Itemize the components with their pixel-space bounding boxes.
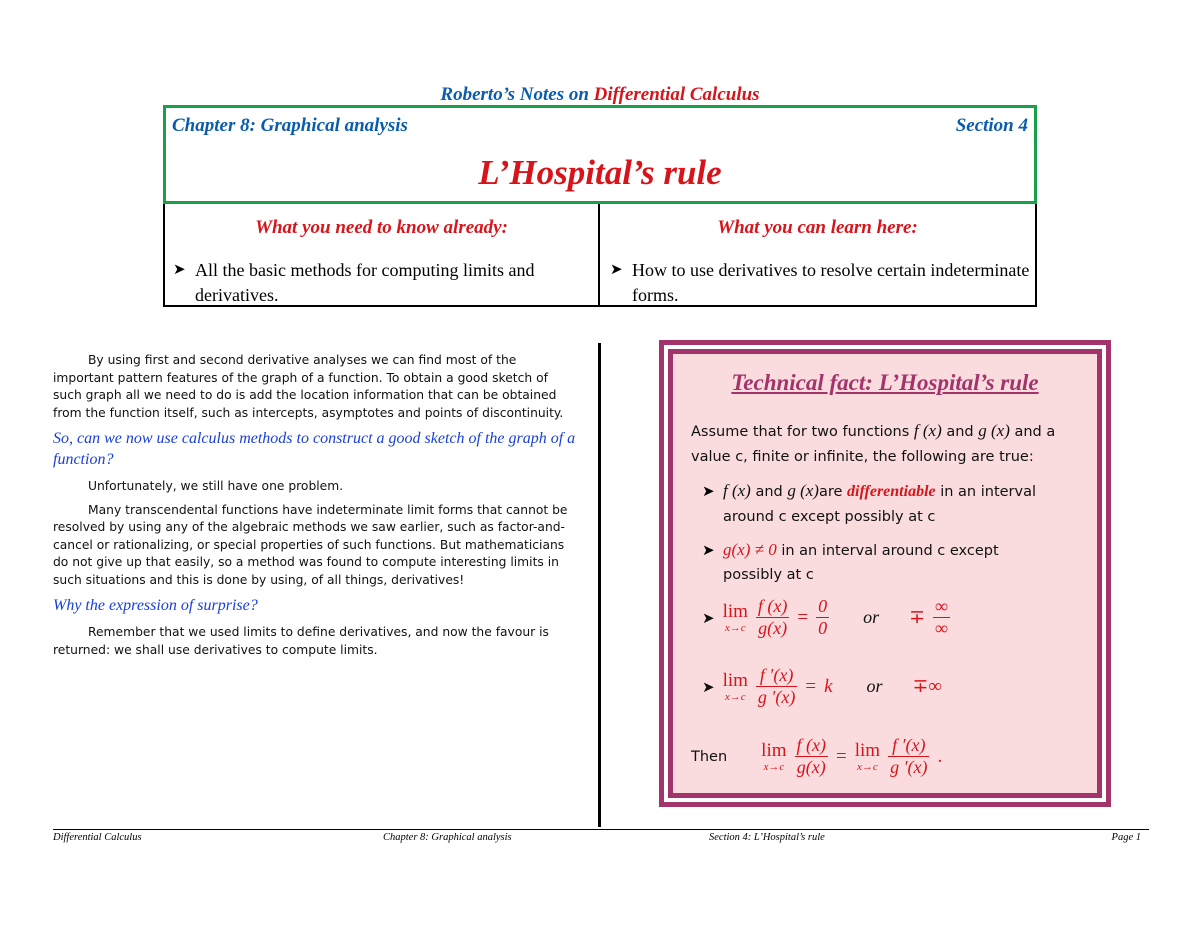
minus-plus-infinity: ∓∞ — [912, 676, 942, 697]
k-value: k — [824, 675, 833, 697]
notes-title-subject: Differential Calculus — [593, 84, 760, 105]
equals-sign: = — [805, 675, 817, 697]
page-title: L’Hospital’s rule — [478, 153, 722, 192]
learn-heading: What you can learn here: — [717, 217, 918, 238]
fact-condition-4 — [702, 665, 946, 708]
condition-1-rest: in an interval — [940, 484, 1037, 500]
fraction-fprime-over-gprime: $\frac{f '(x)}{g '(x)}$ — [890, 735, 928, 777]
arrow-bullet-icon: ➤ — [173, 262, 186, 278]
arrow-bullet-icon: ➤ — [702, 482, 715, 500]
fraction-f-over-g: $\frac{f (x)}{g(x)}$ — [796, 735, 826, 777]
or-word: or — [863, 607, 880, 627]
equals-sign: = — [797, 606, 809, 628]
equals-sign: = — [836, 745, 847, 767]
column-divider — [598, 343, 601, 827]
fact-assumption-line-1 — [691, 421, 1055, 441]
fact-condition-3 — [702, 596, 954, 639]
and-a-text: and a — [1014, 424, 1056, 440]
and-text: and — [946, 424, 974, 440]
assume-text: Assume that for two functions — [691, 424, 910, 440]
arrow-bullet-icon: ➤ — [702, 677, 715, 696]
body-text-column — [53, 352, 578, 665]
learn-list-item — [610, 258, 1030, 308]
math-fx: f (x) — [913, 421, 942, 440]
section-label: Section 4 — [955, 115, 1028, 136]
question-2: Why the expression of surprise? — [53, 597, 258, 614]
learn-item-text: How to use derivatives to resolve certain indeterminate forms. — [632, 260, 1030, 305]
paragraph-3: Many transcendental functions have indeterminate limit forms that cannot be resolved by using any of the algebraic methods we saw earlier, such as factor-and-cancel or rationalizing, or special properties of such functions. But mathematicians do not give up that easily, so a method was found to compute interesting limits in such situations and this is done by using, of all things, derivatives! — [53, 502, 568, 587]
footer-chapter: Chapter 8: Graphical analysis — [383, 832, 512, 843]
then-word: Then — [691, 748, 728, 765]
footer-rule — [53, 829, 1149, 830]
arrow-bullet-icon: ➤ — [702, 608, 715, 627]
chapter-label: Chapter 8: Graphical analysis — [172, 115, 408, 136]
know-item-text: All the basic methods for computing limits and derivatives. — [195, 260, 535, 305]
paragraph-4: Remember that we used limits to define derivatives, and now the favour is returned: we shall use derivatives to compute limits. — [53, 625, 549, 657]
limit-operator: lim x→c — [722, 669, 748, 703]
footer-course: Differential Calculus — [53, 832, 142, 843]
minus-plus-sign: ∓ — [909, 607, 926, 628]
fact-title: Technical fact: L’Hospital’s rule — [731, 370, 1039, 395]
notes-title — [0, 84, 1200, 106]
know-heading: What you need to know already: — [255, 217, 508, 238]
paragraph-1: By using first and second derivative analyses we can find most of the important pattern features of the graph of a function. To obtain a good sketch of such graph all we need to do is add the location information that can be obtained from the function itself, such as intercepts, asymptotes and points of discontinuity. — [53, 353, 564, 420]
math-gx: g (x) — [787, 481, 819, 500]
arrow-bullet-icon: ➤ — [610, 262, 623, 278]
math-fx: f (x) — [723, 481, 751, 500]
know-list-item — [173, 258, 583, 308]
question-1: So, can we now use calculus methods to construct a good sketch of the graph of a function? — [53, 430, 576, 468]
fact-conclusion — [691, 735, 946, 778]
fraction-inf-over-inf: $\frac{\infty}{\infty}$ — [935, 596, 948, 638]
footer-section: Section 4: L’Hospital’s rule — [709, 832, 825, 843]
math-gx: g (x) — [978, 421, 1010, 440]
fact-assumption-line-2: value c, finite or infinite, the following are true: — [691, 449, 1034, 465]
limit-operator: lim x→c — [722, 600, 748, 634]
limit-operator: lim x→c — [761, 739, 787, 773]
notes-title-prefix: Roberto’s Notes on — [440, 84, 594, 105]
and-text: and — [755, 484, 783, 500]
or-word: or — [866, 676, 883, 696]
are-text: are — [818, 484, 843, 500]
fraction-fprime-over-gprime: $\frac{f '(x)}{g '(x)}$ — [757, 665, 796, 707]
fraction-f-over-g: $\frac{f (x)}{g(x)}$ — [757, 596, 788, 638]
arrow-bullet-icon: ➤ — [702, 541, 715, 559]
condition-2-rest: in an interval around c except — [781, 543, 999, 559]
fact-condition-2-cont: possibly at c — [723, 567, 814, 583]
differentiable-emphasis: differentiable — [847, 483, 936, 500]
fraction-zero-over-zero: $\frac{0}{0}$ — [818, 596, 828, 638]
limit-operator: lim x→c — [854, 739, 881, 773]
paragraph-2: Unfortunately, we still have one problem. — [88, 479, 344, 493]
footer-page-number: Page 1 — [1111, 832, 1141, 843]
math-gx-nonzero: g(x) ≠ 0 — [723, 540, 777, 559]
fact-condition-1-cont: around c except possibly at c — [723, 509, 936, 525]
period: . — [937, 745, 943, 767]
